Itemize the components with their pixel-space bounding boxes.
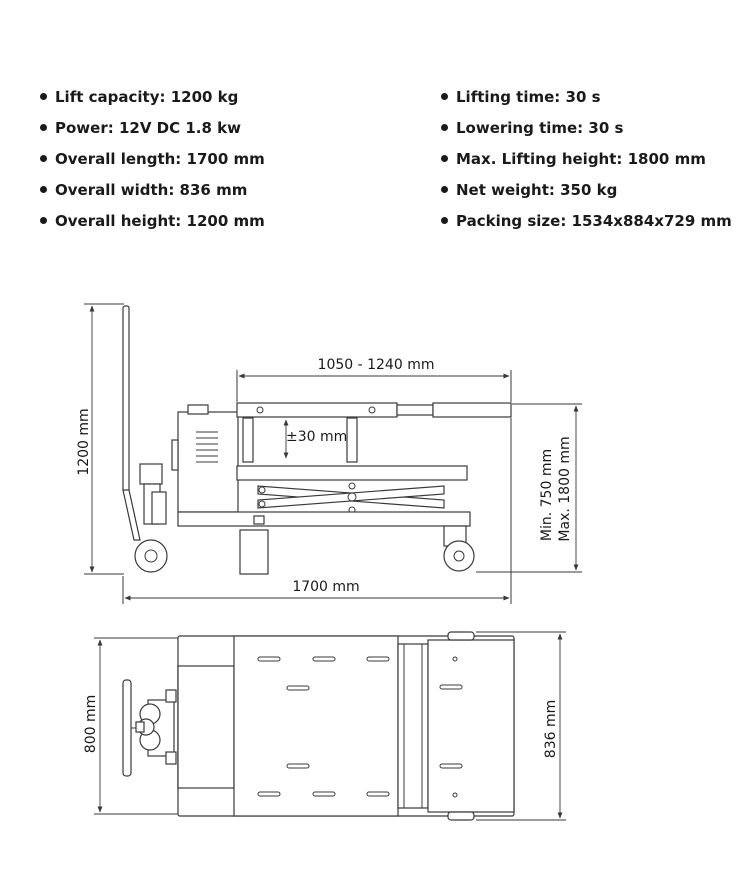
slot bbox=[287, 764, 309, 768]
pump-body bbox=[152, 492, 166, 524]
slot bbox=[440, 764, 462, 768]
caster-top bbox=[448, 632, 474, 640]
lift-platform bbox=[237, 466, 467, 480]
spec-item: Lifting time: 30 s bbox=[441, 86, 732, 117]
slot bbox=[258, 657, 280, 661]
spec-item: Overall length: 1700 mm bbox=[40, 148, 265, 179]
handle-base bbox=[123, 490, 140, 540]
scissor-mechanism bbox=[258, 483, 444, 513]
platform-upper bbox=[237, 403, 397, 417]
support-leg bbox=[240, 530, 268, 574]
side-bracket bbox=[172, 440, 178, 470]
platform-top bbox=[234, 636, 398, 816]
platform-length-label: 1050 - 1240 mm bbox=[317, 357, 435, 373]
slot bbox=[367, 657, 389, 661]
pump-mount bbox=[166, 752, 176, 764]
spec-item: Net weight: 350 kg bbox=[441, 179, 732, 210]
spec-item: Overall width: 836 mm bbox=[40, 179, 265, 210]
platform-extension-end bbox=[433, 403, 511, 417]
side-view bbox=[76, 304, 582, 604]
top-view bbox=[83, 632, 566, 820]
adjust-dimension-label: ±30 mm bbox=[286, 429, 348, 445]
pump-connector bbox=[136, 722, 144, 732]
spec-item: Packing size: 1534x884x729 mm bbox=[441, 210, 732, 241]
rail bbox=[398, 644, 428, 808]
slot bbox=[313, 657, 335, 661]
height-dimension-label: 1200 mm bbox=[76, 408, 92, 476]
spec-item: Max. Lifting height: 1800 mm bbox=[441, 148, 732, 179]
platform-extension bbox=[397, 405, 433, 415]
control-box-lid bbox=[188, 405, 208, 414]
slot bbox=[258, 792, 280, 796]
handle-bar-top bbox=[123, 680, 131, 776]
extension-platform-top bbox=[428, 640, 514, 812]
adjustable-leg bbox=[243, 418, 253, 462]
control-box-top-overlay bbox=[178, 666, 234, 788]
front-wheel bbox=[135, 540, 167, 572]
handle-bar bbox=[123, 306, 129, 492]
chassis-mount bbox=[254, 516, 264, 524]
overall-length-label: 1700 mm bbox=[292, 579, 360, 595]
min-height-label: Min. 750 mm bbox=[539, 448, 555, 542]
pump-mount bbox=[166, 690, 176, 702]
spec-item: Overall height: 1200 mm bbox=[40, 210, 265, 241]
spec-item: Power: 12V DC 1.8 kw bbox=[40, 117, 265, 148]
width-800-label: 800 mm bbox=[83, 694, 99, 754]
spec-item: Lowering time: 30 s bbox=[441, 117, 732, 148]
caster-top bbox=[448, 812, 474, 820]
slot bbox=[440, 685, 462, 689]
spec-item: Lift capacity: 1200 kg bbox=[40, 86, 265, 117]
slot bbox=[313, 792, 335, 796]
slot bbox=[287, 686, 309, 690]
rear-wheel bbox=[444, 541, 474, 571]
width-836-label: 836 mm bbox=[543, 699, 559, 759]
adjustable-leg bbox=[347, 418, 357, 462]
max-height-label: Max. 1800 mm bbox=[557, 436, 573, 542]
pump-head bbox=[140, 464, 162, 484]
chassis bbox=[178, 512, 470, 526]
slot bbox=[367, 792, 389, 796]
pump-assembly bbox=[136, 690, 176, 764]
